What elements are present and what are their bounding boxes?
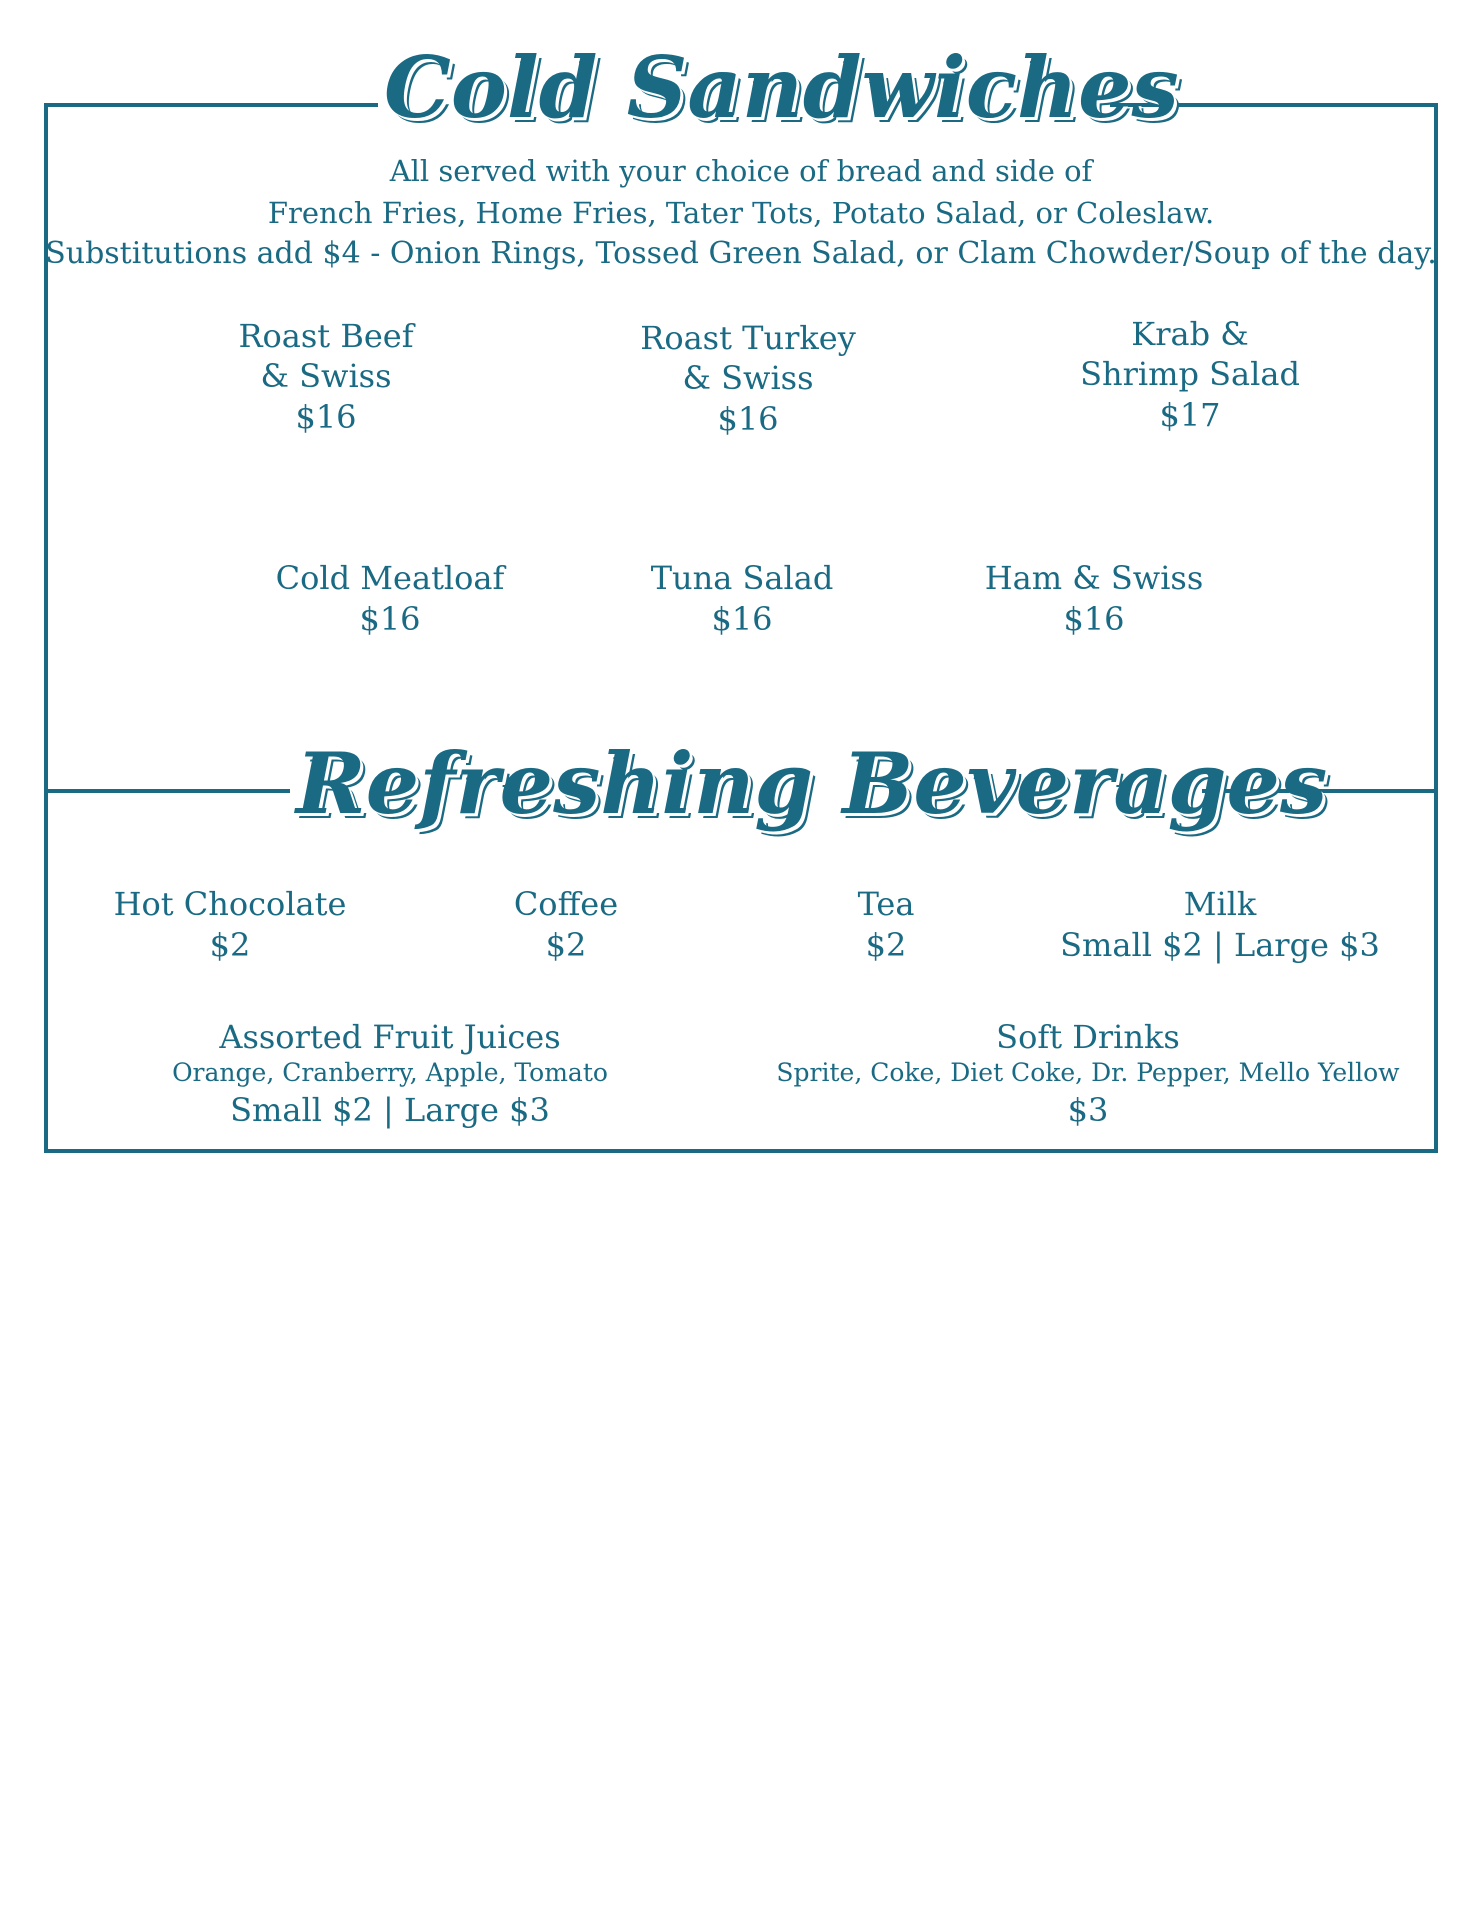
item-name: Cold Meatloaf [275,559,505,597]
menu-item-roast-beef [196,316,456,438]
beverage-tea [766,884,1006,966]
item-detail: Sprite, Coke, Diet Coke, Dr. Pepper, Mello Yellow [776,1058,1400,1087]
beverage-fruit-juices [170,1017,610,1131]
item-price: $16 [1063,600,1125,638]
item-name: Tuna Salad [650,559,834,597]
sandwich-substitutions-line: Substitutions add $4 - Onion Rings, Tossed Green Salad, or Clam Chowder/Soup of the day. [45,236,1437,271]
item-name: Soft Drinks [996,1018,1180,1056]
item-price: $16 [359,600,421,638]
cold-sandwiches-title: Cold Sandwiches [378,46,1110,130]
item-name: Tea [857,885,915,923]
sandwich-intro-line-1: All served with your choice of bread and side of [389,154,1093,188]
item-name: Ham & Swiss [984,559,1204,597]
menu-item-tuna-salad [612,558,872,640]
item-price: Small $2 | Large $3 [1060,926,1380,964]
menu-item-cold-meatloaf [260,558,520,640]
item-price: $3 [1067,1091,1109,1129]
refreshing-beverages-title: Refreshing Beverages [290,742,1202,826]
beverage-milk [1040,884,1400,966]
menu-item-krab-shrimp [1050,314,1330,436]
item-name: Roast Turkey [640,319,856,357]
item-name-cont: Shrimp Salad [1080,355,1300,393]
sandwich-intro-line-2: French Fries, Home Fries, Tater Tots, Potato Salad, or Coleslaw. [267,196,1215,230]
item-name: Roast Beef [238,317,414,355]
beverage-coffee [446,884,686,966]
item-detail: Orange, Cranberry, Apple, Tomato [172,1058,608,1087]
item-name-cont: & Swiss [260,357,392,395]
item-name-cont: & Swiss [682,359,814,397]
item-price: $2 [545,926,587,964]
menu-item-roast-turkey [618,318,878,440]
item-name: Hot Chocolate [113,885,347,923]
beverage-soft-drinks [768,1017,1408,1131]
item-name: Krab & [1131,315,1249,353]
item-name: Coffee [513,885,619,923]
item-price: Small $2 | Large $3 [230,1091,550,1129]
menu-item-ham-swiss [964,558,1224,640]
item-name: Milk [1183,885,1257,923]
item-price: $16 [295,398,357,436]
item-price: $16 [711,600,773,638]
item-name: Assorted Fruit Juices [219,1018,561,1056]
item-price: $2 [209,926,251,964]
item-price: $2 [865,926,907,964]
item-price: $17 [1159,396,1221,434]
beverage-hot-chocolate [110,884,350,966]
item-price: $16 [717,400,779,438]
